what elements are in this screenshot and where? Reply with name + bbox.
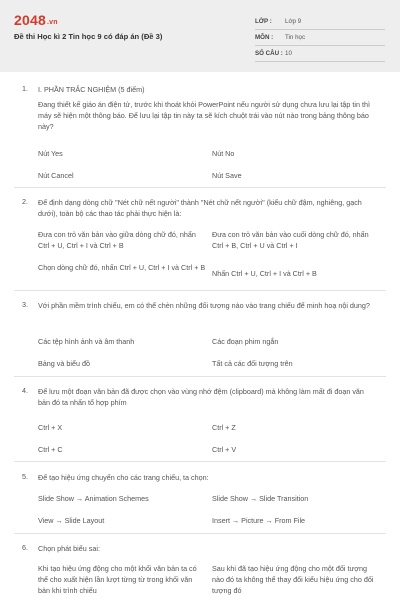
meta-row-subject xyxy=(255,30,385,46)
option-b[interactable]: Nút No xyxy=(212,149,235,158)
meta-label: SỐ CÂU : xyxy=(255,50,283,57)
logo-main: 2048 xyxy=(14,12,46,28)
question-text: Chọn phát biểu sai: xyxy=(38,544,100,553)
option-a[interactable]: Ctrl + X xyxy=(38,423,63,432)
option-c[interactable]: Chọn dòng chữ đó, nhấn Ctrl + U, Ctrl + I và Ctrl + B xyxy=(38,263,206,272)
option-d[interactable]: Insert → Picture → From File xyxy=(212,516,306,525)
option-c[interactable]: View → Slide Layout xyxy=(38,516,105,525)
option-c[interactable]: Ctrl + C xyxy=(38,445,63,454)
meta-label: LỚP : xyxy=(255,18,272,25)
question-number: 6. xyxy=(22,543,28,552)
meta-value: Tin học xyxy=(285,34,306,41)
meta-row-class xyxy=(255,14,385,30)
question-number: 4. xyxy=(22,386,28,395)
meta-label: MÔN : xyxy=(255,34,274,41)
option-a[interactable]: Đưa con trỏ văn bản vào giữa dòng chữ đó, nhấn Ctrl + U, Ctrl + I và Ctrl + B xyxy=(38,230,196,250)
exam-meta xyxy=(255,14,385,62)
divider xyxy=(14,533,386,534)
option-d[interactable]: Nhấn Ctrl + U, Ctrl + I và Ctrl + B xyxy=(212,269,317,278)
question-text: Với phần mềm trình chiếu, em có thể chèn những đối tượng nào vào trang chiếu để minh hoạ nội dung? xyxy=(38,301,370,310)
logo-suffix: .vn xyxy=(46,19,58,26)
page-header xyxy=(0,0,400,72)
question-text: Để lưu một đoạn văn bản đã được chọn vào vùng nhớ đệm (clipboard) mà không làm mất đi đoạn văn bản đó ta nhấn tổ hợp phím xyxy=(38,387,364,407)
divider xyxy=(14,461,386,462)
divider xyxy=(14,290,386,291)
question-text: Đang thiết kế giáo án điện tử, trước khi thoát khỏi PowerPoint nếu người sử dụng chưa lưu lại tập tin thì máy sẽ hiện một thông báo. Để lưu lại tập tin này ta sẽ kích chuột trái vào nút nào trong bảng thông báo này? xyxy=(38,100,370,131)
meta-value: Lớp 9 xyxy=(285,18,302,25)
option-d[interactable]: Tất cả các đối tượng trên xyxy=(212,359,293,368)
option-b[interactable]: Các đoạn phim ngắn xyxy=(212,337,279,346)
question-number: 5. xyxy=(22,472,28,481)
question-section-heading: I. PHẦN TRẮC NGHIỆM (5 điểm) xyxy=(38,85,145,94)
question-number: 1. xyxy=(22,84,28,93)
exam-title: Đề thi Học kì 2 Tin học 9 có đáp án (Đề 3) xyxy=(14,32,163,41)
option-b[interactable]: Sau khi đã tạo hiệu ứng động cho một đối tượng nào đó ta không thể thay đổi kiểu hiệu ứng cho đối tượng đó xyxy=(212,564,374,595)
question-text: Để tạo hiệu ứng chuyển cho các trang chiếu, ta chọn: xyxy=(38,473,209,482)
divider xyxy=(14,187,386,188)
option-a[interactable]: Slide Show → Animation Schemes xyxy=(38,494,149,503)
question-text: Để định dạng dòng chữ "Nét chữ nết người" thành "Nét chữ nết người" (kiểu chữ đậm, nghiêng, gạch dưới), toàn bộ các thao tác phải thực hiện là: xyxy=(38,198,362,218)
option-b[interactable]: Slide Show → Slide Transition xyxy=(212,494,309,503)
option-c[interactable]: Bảng và biểu đồ xyxy=(38,359,90,368)
question-number: 2. xyxy=(22,197,28,206)
option-b[interactable]: Đưa con trỏ văn bản vào cuối dòng chữ đó, nhấn Ctrl + B, Ctrl + U và Ctrl + I xyxy=(212,230,369,250)
question-number: 3. xyxy=(22,300,28,309)
option-a[interactable]: Nút Yes xyxy=(38,149,63,158)
option-d[interactable]: Nút Save xyxy=(212,171,242,180)
option-c[interactable]: Nút Cancel xyxy=(38,171,74,180)
site-logo[interactable] xyxy=(14,12,58,28)
option-a[interactable]: Khi tạo hiệu ứng động cho một khối văn bản ta có thể cho xuất hiện lần lượt từng từ trong khối văn bản khi trình chiếu xyxy=(38,564,197,595)
meta-row-count xyxy=(255,46,385,62)
option-b[interactable]: Ctrl + Z xyxy=(212,423,236,432)
meta-value: 10 xyxy=(285,50,292,57)
option-d[interactable]: Ctrl + V xyxy=(212,445,237,454)
divider xyxy=(14,376,386,377)
option-a[interactable]: Các tệp hình ảnh và âm thanh xyxy=(38,337,135,346)
